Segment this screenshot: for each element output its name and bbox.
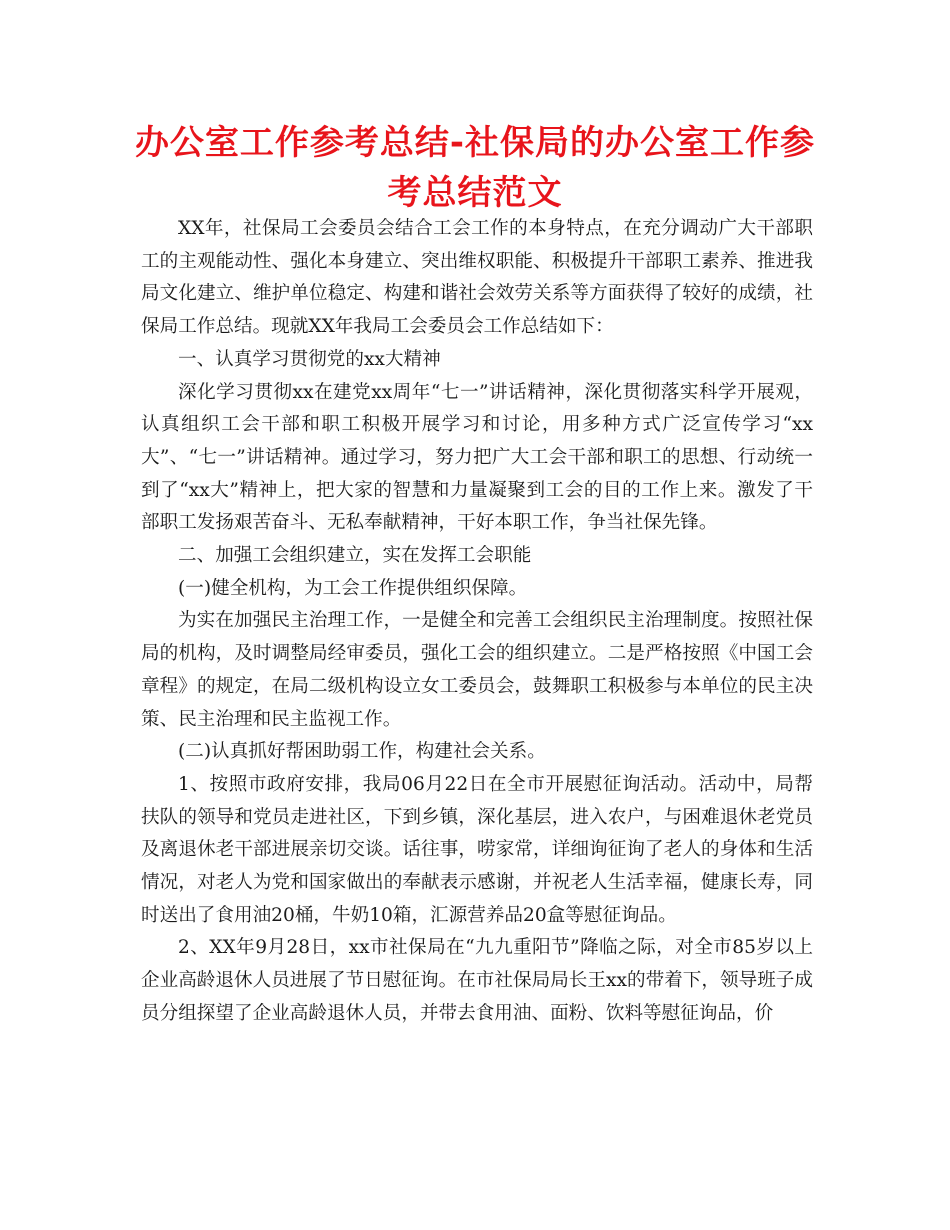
paragraph: 为实在加强民主治理工作，一是健全和完善工会组织民主治理制度。按照社保局的机构，及时调整局经审委员，强化工会的组织建立。二是严格按照《中国工会章程》的规定，在局二级机构设立女工委员会，鼓舞职工积极参与本单位的民主决策、民主治理和民主监视工作。 (141, 610, 813, 730)
paragraph: 2、XX年9月28日，xx市社保局在“九九重阳节”降临之际，对全市85岁以上企业高龄退休人员进展了节日慰征询。在市社保局局长王xx的带着下，领导班子成员分组探望了企业高龄退休人员，并带去食用油、面粉、饮料等慰征询品，价 (141, 937, 813, 1024)
subsection-heading-2: (二)认真抓好帮困助弱工作，构建社会关系。 (178, 741, 546, 763)
section-heading-1: 一、认真学习贯彻党的xx大精神 (178, 348, 441, 370)
paragraph: 1、按照市政府安排，我局06月22日在全市开展慰征询活动。活动中，局帮扶队的领导和党员走进社区，下到乡镇，深化基层，进入农户，与困难退休老党员及离退休老干部进展亲切交谈。话往事，唠家常，详细询征询了老人的身体和生活情况，对老人为党和国家做出的奉献表示感谢，并祝老人生活幸福，健康长寿，同时送出了食用油20桶，牛奶10箱，汇源营养品20盒等慰征询品。 (141, 773, 813, 926)
subsection-heading-1: (一)健全机构，为工会工作提供组织保障。 (178, 577, 528, 599)
paragraph-intro: XX年，社保局工会委员会结合工会工作的本身特点，在充分调动广大干部职工的主观能动性、强化本身建立、突出维权职能、积极提升干部职工素养、推进我局文化建立、维护单位稳定、构建和谐社会效劳关系等方面获得了较好的成绩，社保局工作总结。现就XX年我局工会委员会工作总结如下： (141, 218, 813, 338)
document-body (141, 213, 813, 1031)
paragraph: 深化学习贯彻xx在建党xx周年“七一”讲话精神，深化贯彻落实科学开展观，认真组织工会干部和职工积极开展学习和讨论，用多种方式广泛宣传学习“xx大”、“七一”讲话精神。通过学习，努力把广大工会干部和职工的思想、行动统一到了“xx大”精神上，把大家的智慧和力量凝聚到工会的目的工作上来。激发了干部职工发扬艰苦奋斗、无私奉献精神，干好本职工作，争当社保先锋。 (141, 381, 813, 534)
section-heading-2: 二、加强工会组织建立，实在发挥工会职能 (178, 545, 532, 567)
document-title: 办公室工作参考总结-社保局的办公室工作参考总结范文 (134, 123, 816, 213)
